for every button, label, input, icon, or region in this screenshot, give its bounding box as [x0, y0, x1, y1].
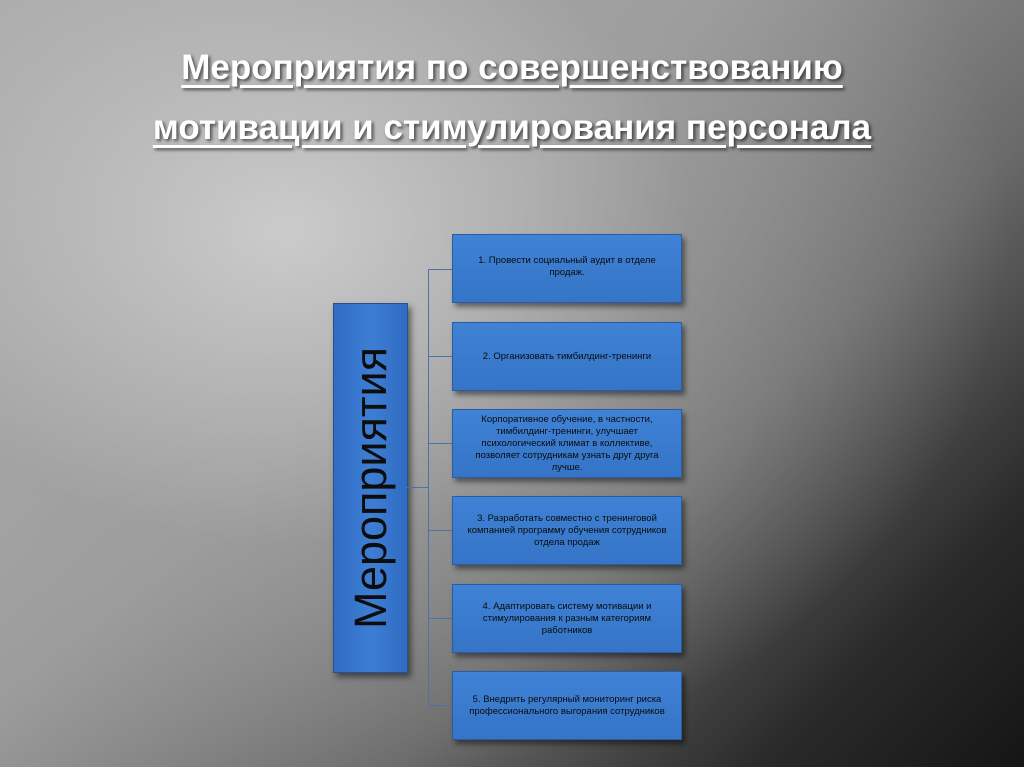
branch-connector-6	[428, 705, 452, 706]
root-connector	[406, 487, 428, 488]
root-node-label: Мероприятия	[344, 346, 396, 630]
branch-connector-4	[428, 530, 452, 531]
item-text-6: 5. Внедрить регулярный мониторинг риска профессионального выгорания сотрудников	[469, 693, 665, 717]
item-text-1: 1. Провести социальный аудит в отделе продаж.	[478, 255, 656, 278]
item-text-4: 3. Разработать совместно с тренинговой компанией программу обучения сотрудников отдела продаж	[467, 512, 667, 548]
branch-connector-5	[428, 618, 452, 619]
item-box-6	[452, 671, 682, 740]
branch-connector-2	[428, 356, 452, 357]
item-text-5: 4. Адаптировать систему мотивации и стимулирования к разным категориям работников	[482, 600, 652, 636]
slide-title-line-1: Мероприятия по совершенствованию	[181, 48, 843, 87]
slide-title-line-2: мотивации и стимулирования персонала	[152, 108, 872, 147]
item-box-2	[452, 322, 682, 391]
item-box-3	[452, 409, 682, 478]
item-text-2: 2. Организовать тимбилдинг-тренинги	[482, 350, 652, 362]
item-box-1	[452, 234, 682, 303]
vertical-connector	[428, 269, 429, 705]
item-text-3: Корпоративное обучение, в частности, тимбилдинг-тренинги, улучшает психологический климат в коллективе, позволяет сотрудникам узнать друг друга лучше.	[475, 413, 659, 473]
branch-connector-1	[428, 269, 452, 270]
root-node	[333, 303, 408, 673]
item-box-4	[452, 496, 682, 565]
item-box-5	[452, 584, 682, 653]
branch-connector-3	[428, 443, 452, 444]
